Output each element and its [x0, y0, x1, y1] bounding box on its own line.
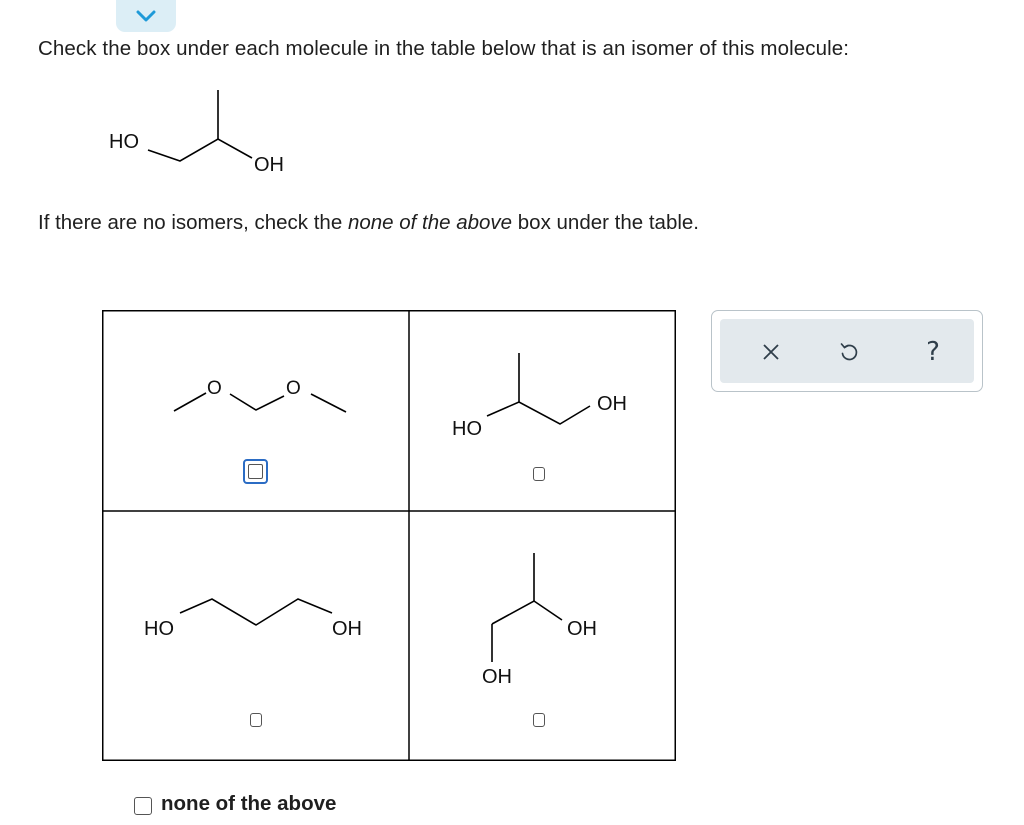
- answer-toolbar: [711, 310, 983, 392]
- question-prompt: Check the box under each molecule in the table below that is an isomer of this molecule:: [38, 37, 850, 60]
- option-4-molecule: [462, 548, 622, 688]
- chevron-down-icon: [136, 10, 156, 22]
- undo-icon: [838, 341, 860, 363]
- answer-table: [102, 310, 676, 761]
- instruction-text: [38, 211, 699, 235]
- option-2-checkbox[interactable]: [533, 467, 545, 481]
- option-1-checkbox[interactable]: [243, 459, 268, 484]
- option-2-ho-label: HO: [452, 418, 482, 440]
- collapse-toggle-button[interactable]: [116, 0, 176, 32]
- undo-button[interactable]: [819, 319, 879, 385]
- option-1-molecule: [162, 372, 362, 422]
- option-1-checkbox-inner: [248, 464, 263, 479]
- option-3-oh-label: OH: [332, 618, 362, 640]
- option-2-molecule: [442, 348, 642, 448]
- option-4-checkbox[interactable]: [533, 713, 545, 727]
- option-1-o-label-1: O: [207, 378, 222, 399]
- help-button[interactable]: [903, 319, 963, 385]
- option-3-checkbox[interactable]: [250, 713, 262, 727]
- option-4-oh-label-1: OH: [567, 618, 597, 640]
- none-of-the-above-checkbox[interactable]: [134, 797, 152, 815]
- clear-button[interactable]: [741, 319, 801, 385]
- none-of-the-above-label[interactable]: none of the above: [161, 792, 337, 815]
- option-3-molecule: [132, 588, 392, 648]
- option-4-oh-label-2: OH: [482, 666, 512, 688]
- option-3-ho-label: HO: [144, 618, 174, 640]
- help-icon: ?: [926, 337, 940, 367]
- reference-ho-label: HO: [109, 131, 139, 153]
- reference-oh-label: OH: [254, 154, 284, 176]
- instruction-after: box under the table.: [512, 211, 699, 234]
- option-1-o-label-2: O: [286, 378, 301, 399]
- instruction-emphasis: none of the above: [347, 211, 513, 234]
- instruction-before: If there are no isomers, check the: [38, 211, 348, 234]
- option-2-oh-label: OH: [597, 393, 627, 415]
- close-icon: [762, 343, 780, 361]
- reference-molecule: [100, 85, 310, 185]
- toolbar-panel: [720, 319, 974, 383]
